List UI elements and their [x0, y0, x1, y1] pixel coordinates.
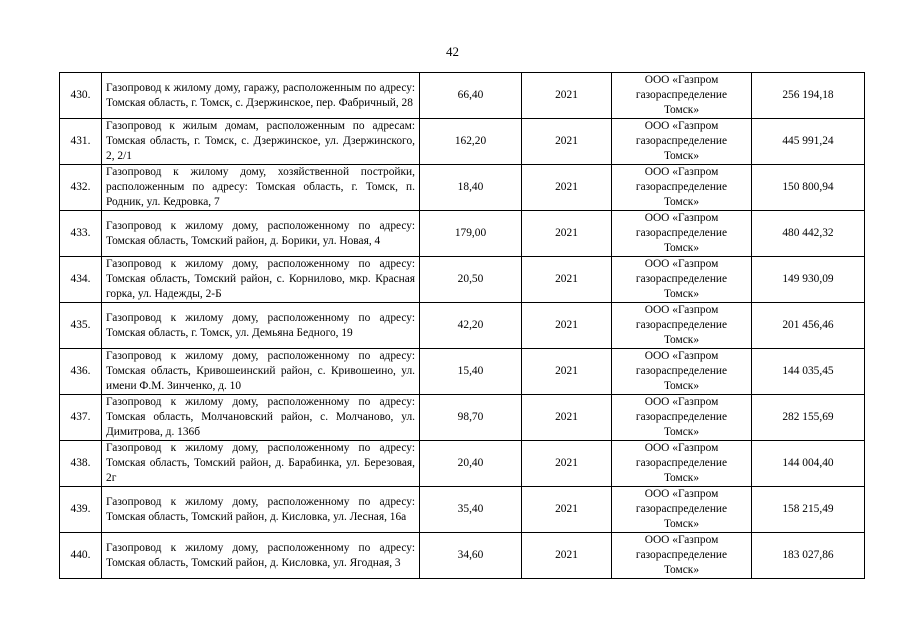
object-description: Газопровод к жилому дому, расположенному по адресу: Томская область, Кривошеинский район, с. Кривошеино, ул. имени Ф.М. Зинченко, д. 10 — [102, 349, 420, 395]
object-description: Газопровод к жилому дому, расположенному по адресу: Томская область, Томский район, д. Кисловка, ул. Лесная, 16а — [102, 487, 420, 533]
object-year: 2021 — [522, 533, 612, 579]
object-description: Газопровод к жилому дому, расположенному по адресу: Томская область, Томский район, д. Барабинка, ул. Березовая, 2г — [102, 441, 420, 487]
object-year: 2021 — [522, 211, 612, 257]
object-year: 2021 — [522, 303, 612, 349]
row-number: 439. — [60, 487, 102, 533]
object-description: Газопровод к жилому дому, расположенному по адресу: Томская область, Томский район, с. Корнилово, мкр. Красная горка, ул. Надежды, 2-Б — [102, 257, 420, 303]
row-number: 433. — [60, 211, 102, 257]
table-row — [60, 119, 865, 165]
object-length: 42,20 — [420, 303, 522, 349]
object-year: 2021 — [522, 165, 612, 211]
object-description: Газопровод к жилому дому, расположенному по адресу: Томская область, Томский район, д. Борики, ул. Новая, 4 — [102, 211, 420, 257]
object-year: 2021 — [522, 349, 612, 395]
object-cost: 149 930,09 — [752, 257, 865, 303]
object-organization: ООО «Газпром газораспределение Томск» — [612, 349, 752, 395]
object-organization: ООО «Газпром газораспределение Томск» — [612, 257, 752, 303]
object-cost: 256 194,18 — [752, 73, 865, 119]
object-organization: ООО «Газпром газораспределение Томск» — [612, 533, 752, 579]
table-body — [60, 73, 865, 579]
object-length: 35,40 — [420, 487, 522, 533]
object-length: 20,50 — [420, 257, 522, 303]
object-length: 34,60 — [420, 533, 522, 579]
object-cost: 445 991,24 — [752, 119, 865, 165]
object-description: Газопровод к жилому дому, расположенному по адресу: Томская область, г. Томск, ул. Демьяна Бедного, 19 — [102, 303, 420, 349]
object-cost: 144 004,40 — [752, 441, 865, 487]
row-number: 436. — [60, 349, 102, 395]
table-row — [60, 487, 865, 533]
object-length: 15,40 — [420, 349, 522, 395]
object-description: Газопровод к жилому дому, расположенному по адресу: Томская область, Томский район, д. Кисловка, ул. Ягодная, 3 — [102, 533, 420, 579]
table-row — [60, 165, 865, 211]
table-row — [60, 441, 865, 487]
object-cost: 158 215,49 — [752, 487, 865, 533]
object-organization: ООО «Газпром газораспределение Томск» — [612, 303, 752, 349]
row-number: 434. — [60, 257, 102, 303]
row-number: 440. — [60, 533, 102, 579]
table-row — [60, 533, 865, 579]
object-organization: ООО «Газпром газораспределение Томск» — [612, 211, 752, 257]
object-year: 2021 — [522, 119, 612, 165]
object-length: 20,40 — [420, 441, 522, 487]
row-number: 432. — [60, 165, 102, 211]
row-number: 431. — [60, 119, 102, 165]
row-number: 430. — [60, 73, 102, 119]
object-description: Газопровод к жилому дому, хозяйственной постройки, расположенным по адресу: Томская область, г. Томск, п. Родник, ул. Кедровка, 7 — [102, 165, 420, 211]
object-cost: 201 456,46 — [752, 303, 865, 349]
object-cost: 150 800,94 — [752, 165, 865, 211]
object-cost: 144 035,45 — [752, 349, 865, 395]
object-length: 179,00 — [420, 211, 522, 257]
object-cost: 480 442,32 — [752, 211, 865, 257]
object-length: 18,40 — [420, 165, 522, 211]
object-organization: ООО «Газпром газораспределение Томск» — [612, 73, 752, 119]
object-length: 66,40 — [420, 73, 522, 119]
objects-table — [59, 72, 865, 579]
object-year: 2021 — [522, 73, 612, 119]
object-length: 98,70 — [420, 395, 522, 441]
table-row — [60, 73, 865, 119]
object-organization: ООО «Газпром газораспределение Томск» — [612, 441, 752, 487]
table-row — [60, 257, 865, 303]
object-description: Газопровод к жилому дому, расположенному по адресу: Томская область, Молчановский район, с. Молчаново, ул. Димитрова, д. 136б — [102, 395, 420, 441]
row-number: 437. — [60, 395, 102, 441]
table-row — [60, 395, 865, 441]
table-row — [60, 349, 865, 395]
object-length: 162,20 — [420, 119, 522, 165]
object-organization: ООО «Газпром газораспределение Томск» — [612, 487, 752, 533]
object-description: Газопровод к жилым домам, расположенным по адресам: Томская область, г. Томск, с. Дзержинское, ул. Дзержинского, 2, 2/1 — [102, 119, 420, 165]
object-description: Газопровод к жилому дому, гаражу, расположенным по адресу: Томская область, г. Томск, с. Дзержинское, пер. Фабричный, 28 — [102, 73, 420, 119]
object-organization: ООО «Газпром газораспределение Томск» — [612, 119, 752, 165]
object-organization: ООО «Газпром газораспределение Томск» — [612, 165, 752, 211]
object-cost: 183 027,86 — [752, 533, 865, 579]
object-organization: ООО «Газпром газораспределение Томск» — [612, 395, 752, 441]
object-year: 2021 — [522, 441, 612, 487]
object-year: 2021 — [522, 487, 612, 533]
page-number: 42 — [446, 44, 459, 59]
table-row — [60, 303, 865, 349]
table-row — [60, 211, 865, 257]
object-cost: 282 155,69 — [752, 395, 865, 441]
row-number: 435. — [60, 303, 102, 349]
row-number: 438. — [60, 441, 102, 487]
object-year: 2021 — [522, 395, 612, 441]
object-year: 2021 — [522, 257, 612, 303]
